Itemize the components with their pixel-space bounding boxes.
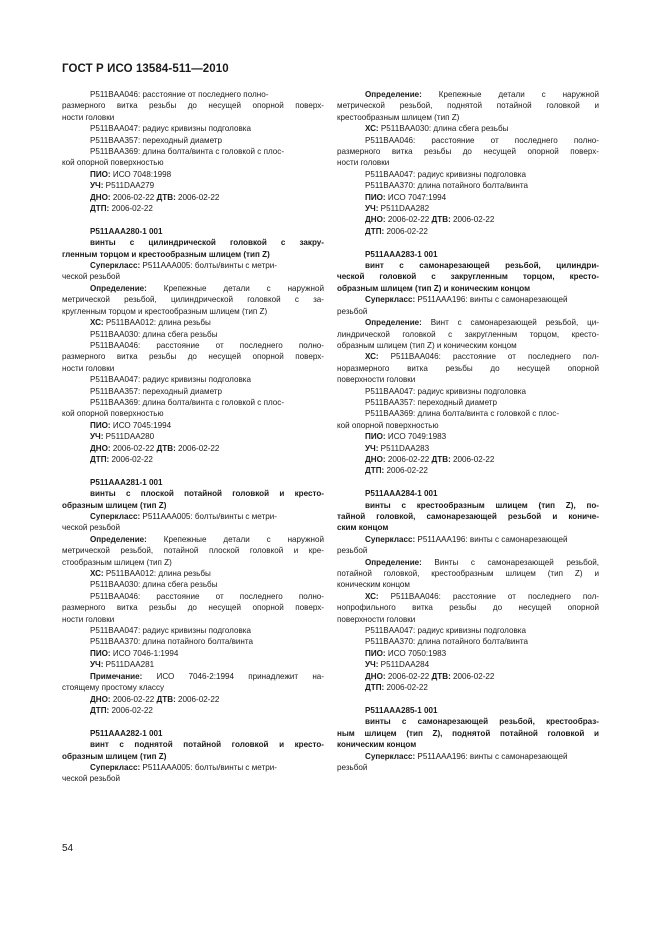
text-line bbox=[337, 568, 599, 579]
bold-text: ДТВ: bbox=[156, 192, 176, 202]
bold-text: ДТВ: bbox=[431, 454, 451, 464]
bold-text: тайной головкой, самонарезающей резьбой и кониче- bbox=[337, 512, 599, 521]
text-span: крестообразным шлицем (тип Z) bbox=[337, 112, 460, 122]
text-line bbox=[337, 716, 599, 727]
bold-text: ческой головкой с закругленным торцом, кресто- bbox=[337, 272, 599, 282]
text-span: 2006-02-22 bbox=[109, 454, 153, 464]
text-span: поверхности головки bbox=[337, 614, 416, 624]
text-span: P511BAA047: радиус кривизны подголовка bbox=[365, 626, 526, 636]
text-span: P511AAA005: болты/винты с метри- bbox=[140, 762, 277, 772]
text-line bbox=[337, 705, 599, 716]
text-line bbox=[337, 135, 599, 146]
text-line bbox=[337, 465, 599, 476]
text-span: кой опорной поверхностью bbox=[62, 158, 164, 168]
text-span: нопрофильного витка резьбы до несущей опорной bbox=[337, 603, 599, 613]
text-line bbox=[62, 180, 324, 191]
text-span: 2006-02-22 bbox=[175, 443, 220, 453]
text-line bbox=[337, 625, 599, 636]
bold-text: ДНО: bbox=[90, 192, 111, 202]
text-span: P511BAA047: радиус кривизны подголовка bbox=[365, 169, 526, 179]
text-span: ИСО 7045:1994 bbox=[110, 420, 172, 430]
text-line bbox=[337, 214, 599, 225]
text-line bbox=[62, 648, 324, 659]
bold-text: ДНО: bbox=[365, 454, 386, 464]
text-line bbox=[337, 249, 599, 260]
text-span: размерного витка резьбы до несущей опорной поверх- bbox=[62, 101, 324, 111]
text-span: 2006-02-22 bbox=[384, 466, 428, 476]
text-line bbox=[337, 534, 599, 545]
text-line bbox=[62, 488, 324, 499]
text-span: Крепежные детали с наружной bbox=[146, 534, 324, 544]
text-line bbox=[62, 728, 324, 739]
text-line bbox=[337, 146, 599, 157]
bold-text: винт с поднятой потайной головкой и кресто- bbox=[90, 740, 324, 750]
text-line bbox=[337, 294, 599, 305]
page-header: ГОСТ Р ИСО 13584-511—2010 bbox=[62, 63, 229, 75]
text-line bbox=[337, 89, 599, 100]
text-line bbox=[62, 773, 324, 784]
text-line bbox=[62, 89, 324, 100]
bold-text: ДТВ: bbox=[431, 215, 451, 225]
text-line bbox=[62, 226, 324, 237]
text-span: ности головки bbox=[62, 363, 115, 373]
bold-text: ДТП: bbox=[365, 683, 385, 693]
text-span: P511BAA369: длина болта/винта с головкой с плос- bbox=[365, 409, 560, 419]
bold-text: ХС: bbox=[365, 352, 379, 362]
bold-text: Определение: bbox=[365, 90, 422, 99]
text-line bbox=[62, 762, 324, 773]
text-span: ческой резьбой bbox=[62, 272, 121, 282]
text-line bbox=[62, 363, 324, 374]
text-line bbox=[337, 671, 599, 682]
text-line bbox=[337, 614, 599, 625]
paragraph-gap bbox=[62, 716, 324, 727]
text-span: P511BAA012: длина резьбы bbox=[103, 569, 211, 579]
paragraph-gap bbox=[62, 214, 324, 225]
text-line bbox=[62, 169, 324, 180]
text-line bbox=[62, 671, 324, 682]
bold-text: образным шлицем (тип Z) bbox=[62, 500, 167, 510]
text-span: Винт с самонарезающей резьбой, ци- bbox=[421, 318, 599, 328]
text-span: P511BAA046: расстояние от последнего пол- bbox=[378, 591, 599, 601]
bold-text: ДТП: bbox=[365, 466, 385, 476]
paragraph-gap bbox=[62, 465, 324, 476]
text-span: P511BAA357: переходный диаметр bbox=[365, 397, 498, 407]
text-line bbox=[62, 157, 324, 168]
bold-text: ДТП: bbox=[90, 705, 110, 715]
bold-text: Суперкласс: bbox=[365, 534, 416, 544]
bold-text: УЧ: bbox=[365, 204, 379, 214]
text-span: Винты с самонарезающей резьбой, bbox=[421, 557, 599, 567]
text-line bbox=[62, 682, 324, 693]
text-span: ческой резьбой bbox=[62, 523, 121, 533]
text-line bbox=[62, 283, 324, 294]
text-line bbox=[62, 522, 324, 533]
text-span: P511BAA370: длина потайного болта/винта bbox=[365, 637, 528, 647]
text-line bbox=[62, 625, 324, 636]
bold-text: ДНО: bbox=[90, 443, 111, 453]
text-line bbox=[62, 123, 324, 134]
text-line bbox=[337, 169, 599, 180]
text-line bbox=[337, 431, 599, 442]
text-line bbox=[62, 408, 324, 419]
text-span: ности головки bbox=[62, 614, 115, 624]
text-span: ности головки bbox=[337, 158, 390, 168]
text-line bbox=[337, 351, 599, 362]
left-column bbox=[62, 89, 324, 785]
text-span: P511AAA005: болты/винты с метри- bbox=[140, 512, 277, 521]
text-span: ИСО 7050:1983 bbox=[385, 648, 447, 658]
right-column bbox=[337, 89, 599, 773]
bold-text: винты с крестообразным шлицем (тип Z), по- bbox=[365, 500, 599, 510]
bold-text: ПИО: bbox=[90, 648, 111, 658]
text-span: коническим концом bbox=[337, 580, 410, 590]
text-line bbox=[337, 488, 599, 499]
text-line bbox=[337, 557, 599, 568]
bold-text: ХС: bbox=[365, 591, 379, 601]
text-span: P511BAA012: длина резьбы bbox=[103, 318, 211, 328]
bold-text: P511AAA283-1 001 bbox=[365, 249, 438, 259]
text-span: P511DAA282 bbox=[378, 204, 430, 214]
text-line bbox=[337, 443, 599, 454]
bold-text: образным шлицем (тип Z) и коническим концом bbox=[337, 283, 531, 293]
text-span: 2006-02-22 bbox=[450, 671, 495, 681]
text-span: 2006-02-22 bbox=[109, 705, 153, 715]
text-line bbox=[337, 397, 599, 408]
text-span: размерного витка резьбы до несущей опорной поверх- bbox=[62, 603, 324, 613]
text-line bbox=[337, 454, 599, 465]
bold-text: P511AAA281-1 001 bbox=[90, 477, 163, 487]
text-span: P511AAA005: болты/винты с метри- bbox=[140, 261, 277, 271]
text-span: Крепежные детали с наружной bbox=[146, 283, 324, 293]
text-line bbox=[62, 386, 324, 397]
text-span: размерного витка резьбы до несущей опорной поверх- bbox=[337, 147, 599, 157]
text-line bbox=[62, 112, 324, 123]
bold-text: ХС: bbox=[365, 124, 379, 134]
text-span: P511AAA196: винты с самонарезающей bbox=[415, 295, 568, 305]
text-span: 2006-02-22 bbox=[175, 192, 220, 202]
text-line bbox=[62, 340, 324, 351]
bold-text: ХС: bbox=[90, 318, 104, 328]
text-line bbox=[337, 579, 599, 590]
text-line bbox=[62, 420, 324, 431]
bold-text: коническим концом bbox=[337, 740, 417, 750]
bold-text: винт с самонарезающей резьбой, цилиндри- bbox=[365, 261, 599, 271]
bold-text: Примечание: bbox=[90, 671, 143, 681]
text-line bbox=[337, 500, 599, 511]
text-line bbox=[337, 112, 599, 123]
text-span: поверхности головки bbox=[337, 375, 416, 385]
text-span: 2006-02-22 bbox=[450, 215, 495, 225]
bold-text: винты с самонарезающей резьбой, крестообраз- bbox=[365, 717, 599, 727]
text-span: размерного витка резьбы до несущей опорной поверх- bbox=[62, 352, 324, 362]
bold-text: P511AAA282-1 001 bbox=[90, 728, 163, 738]
text-line bbox=[337, 157, 599, 168]
text-line bbox=[337, 340, 599, 351]
text-line bbox=[337, 602, 599, 613]
bold-text: Определение: bbox=[90, 534, 147, 544]
bold-text: ДНО: bbox=[365, 671, 386, 681]
text-line bbox=[62, 534, 324, 545]
bold-text: ским концом bbox=[337, 523, 389, 533]
text-span: P511BAA030: длина сбега резьбы bbox=[90, 329, 218, 339]
text-span: P511AAA196: винты с самонарезающей bbox=[415, 751, 568, 761]
bold-text: P511AAA280-1 001 bbox=[90, 226, 163, 236]
text-span: ИСО 7046-1:1994 bbox=[110, 648, 179, 658]
text-line bbox=[62, 454, 324, 465]
text-span: P511BAA047: радиус кривизны подголовка bbox=[90, 124, 251, 134]
text-span: Крепежные детали с наружной bbox=[421, 90, 599, 99]
text-span: 2006-02-22 bbox=[110, 192, 157, 202]
bold-text: ПИО: bbox=[365, 432, 386, 442]
text-span: стообразным шлицем (тип Z) bbox=[62, 557, 172, 567]
text-span: P511DAA281 bbox=[103, 660, 155, 670]
text-line bbox=[337, 762, 599, 773]
text-span: 2006-02-22 bbox=[109, 204, 153, 214]
bold-text: Суперкласс: bbox=[90, 512, 141, 521]
text-line bbox=[337, 420, 599, 431]
text-line bbox=[62, 135, 324, 146]
bold-text: ПИО: bbox=[365, 648, 386, 658]
text-line bbox=[62, 636, 324, 647]
text-span: 2006-02-22 bbox=[385, 671, 432, 681]
bold-text: ДТП: bbox=[90, 454, 110, 464]
text-line bbox=[337, 271, 599, 282]
text-span: P511BAA369: длина болта/винта с головкой с плос- bbox=[90, 397, 285, 407]
text-line bbox=[62, 545, 324, 556]
text-line bbox=[337, 363, 599, 374]
text-line bbox=[62, 260, 324, 271]
text-line bbox=[62, 146, 324, 157]
text-line bbox=[62, 511, 324, 522]
text-span: P511DAA283 bbox=[378, 443, 430, 453]
text-line bbox=[62, 477, 324, 488]
bold-text: Суперкласс: bbox=[90, 762, 141, 772]
text-line bbox=[62, 568, 324, 579]
bold-text: винты с цилиндрической головкой с закру- bbox=[90, 238, 324, 248]
text-span: метрической резьбой, цилиндрической головкой с за- bbox=[62, 295, 324, 305]
bold-text: Определение: bbox=[365, 318, 422, 328]
text-span: резьбой bbox=[337, 306, 368, 316]
text-line bbox=[62, 317, 324, 328]
bold-text: ДТВ: bbox=[156, 694, 176, 704]
text-line bbox=[337, 511, 599, 522]
text-span: 2006-02-22 bbox=[384, 683, 428, 693]
text-line bbox=[62, 203, 324, 214]
bold-text: P511AAA285-1 001 bbox=[365, 705, 438, 715]
text-line bbox=[337, 283, 599, 294]
text-span: 2006-02-22 bbox=[450, 454, 495, 464]
text-line bbox=[62, 294, 324, 305]
bold-text: образным шлицем (тип Z) bbox=[62, 751, 167, 761]
text-span: P511BAA046: расстояние от последнего полно- bbox=[90, 90, 269, 99]
text-span: P511BAA369: длина болта/винта с головкой с плос- bbox=[90, 147, 285, 157]
text-span: 2006-02-22 bbox=[385, 454, 432, 464]
bold-text: ПИО: bbox=[365, 192, 386, 202]
text-span: P511BAA046: расстояние от последнего пол- bbox=[378, 352, 599, 362]
text-span: кругленным торцом и крестообразным шлицем (тип Z) bbox=[62, 306, 268, 316]
text-line bbox=[62, 500, 324, 511]
text-span: линдрической головкой с закругленным торцом, кресто- bbox=[337, 329, 599, 339]
text-line bbox=[62, 614, 324, 625]
bold-text: гленным торцом и крестообразным шлицем (тип Z) bbox=[62, 249, 270, 259]
bold-text: ДТП: bbox=[90, 204, 110, 214]
text-span: норазмерного витка резьбы до несущей опорной bbox=[337, 363, 599, 373]
text-line bbox=[62, 374, 324, 385]
text-span: P511BAA030: длина сбега резьбы bbox=[378, 124, 509, 134]
text-span: 2006-02-22 bbox=[385, 215, 432, 225]
text-line bbox=[62, 557, 324, 568]
text-line bbox=[62, 591, 324, 602]
text-span: кой опорной поверхностью bbox=[62, 409, 164, 419]
text-line bbox=[337, 374, 599, 385]
text-line bbox=[62, 351, 324, 362]
paragraph-gap bbox=[337, 237, 599, 248]
text-line bbox=[337, 659, 599, 670]
text-span: резьбой bbox=[337, 762, 368, 772]
text-span: ИСО 7047:1994 bbox=[385, 192, 447, 202]
bold-text: УЧ: bbox=[365, 660, 379, 670]
text-line bbox=[337, 522, 599, 533]
text-line bbox=[62, 751, 324, 762]
text-span: потайной головкой, крестообразным шлицем (тип Z) и bbox=[337, 569, 599, 579]
text-line bbox=[337, 100, 599, 111]
text-line bbox=[62, 431, 324, 442]
text-line bbox=[62, 192, 324, 203]
text-line bbox=[337, 192, 599, 203]
text-span: ческой резьбой bbox=[62, 774, 121, 784]
text-line bbox=[62, 100, 324, 111]
text-line bbox=[337, 682, 599, 693]
text-span: P511BAA046: расстояние от последнего полно- bbox=[90, 340, 324, 350]
text-line bbox=[62, 602, 324, 613]
text-span: ИСО 7048:1998 bbox=[110, 169, 172, 179]
text-line bbox=[62, 306, 324, 317]
bold-text: ДТП: bbox=[365, 226, 385, 236]
text-line bbox=[62, 705, 324, 716]
text-line bbox=[62, 397, 324, 408]
text-line bbox=[62, 579, 324, 590]
text-line bbox=[62, 694, 324, 705]
text-line bbox=[337, 739, 599, 750]
text-line bbox=[337, 408, 599, 419]
text-span: P511BAA370: длина потайного болта/винта bbox=[90, 637, 253, 647]
text-span: P511BAA047: радиус кривизны подголовка bbox=[90, 626, 251, 636]
bold-text: ДТВ: bbox=[156, 443, 176, 453]
bold-text: ДНО: bbox=[90, 694, 111, 704]
text-span: 2006-02-22 bbox=[110, 443, 157, 453]
text-span: ности головки bbox=[62, 112, 115, 122]
text-span: 2006-02-22 bbox=[384, 226, 428, 236]
bold-text: ным шлицем (тип Z), поднятой потайной головкой и bbox=[337, 728, 599, 738]
bold-text: Определение: bbox=[365, 557, 422, 567]
text-line bbox=[62, 659, 324, 670]
text-span: 2006-02-22 bbox=[110, 694, 157, 704]
bold-text: ДТВ: bbox=[431, 671, 451, 681]
text-span: P511BAA030: длина сбега резьбы bbox=[90, 580, 218, 590]
text-span: P511BAA046: расстояние от последнего полно- bbox=[90, 591, 324, 601]
text-line bbox=[62, 237, 324, 248]
bold-text: УЧ: bbox=[90, 181, 104, 191]
text-line bbox=[337, 648, 599, 659]
bold-text: УЧ: bbox=[90, 432, 104, 442]
text-span: P511BAA370: длина потайного болта/винта bbox=[365, 181, 528, 191]
text-line bbox=[337, 636, 599, 647]
text-span: P511BAA046: расстояние от последнего полно- bbox=[365, 135, 599, 145]
text-span: образным шлицем (тип Z) и коническим концом bbox=[337, 340, 517, 350]
text-line bbox=[337, 180, 599, 191]
bold-text: УЧ: bbox=[365, 443, 379, 453]
text-line bbox=[62, 443, 324, 454]
text-span: P511DAA284 bbox=[378, 660, 430, 670]
paragraph-gap bbox=[337, 477, 599, 488]
text-line bbox=[337, 226, 599, 237]
bold-text: УЧ: bbox=[90, 660, 104, 670]
text-span: P511BAA357: переходный диаметр bbox=[90, 135, 223, 145]
text-line bbox=[337, 317, 599, 328]
text-span: ИСО 7046-2:1994 принадлежит на- bbox=[142, 671, 324, 681]
text-span: стоящему простому классу bbox=[62, 683, 165, 693]
text-line bbox=[62, 739, 324, 750]
text-line bbox=[337, 728, 599, 739]
text-span: P511BAA047: радиус кривизны подголовка bbox=[365, 386, 526, 396]
bold-text: Определение: bbox=[90, 283, 147, 293]
text-line bbox=[337, 386, 599, 397]
text-line bbox=[337, 203, 599, 214]
bold-text: ПИО: bbox=[90, 420, 111, 430]
text-span: 2006-02-22 bbox=[175, 694, 220, 704]
text-line bbox=[337, 306, 599, 317]
text-line bbox=[337, 123, 599, 134]
text-span: P511DAA280 bbox=[103, 432, 155, 442]
text-line bbox=[337, 260, 599, 271]
text-span: P511DAA279 bbox=[103, 181, 155, 191]
text-line bbox=[337, 329, 599, 340]
text-span: P511AAA196: винты с самонарезающей bbox=[415, 534, 568, 544]
bold-text: P511AAA284-1 001 bbox=[365, 489, 438, 499]
bold-text: Суперкласс: bbox=[90, 261, 141, 271]
bold-text: Суперкласс: bbox=[365, 295, 416, 305]
text-line bbox=[337, 751, 599, 762]
bold-text: Суперкласс: bbox=[365, 751, 416, 761]
text-line bbox=[337, 591, 599, 602]
text-span: кой опорной поверхностью bbox=[337, 420, 439, 430]
text-line bbox=[62, 249, 324, 260]
bold-text: винты с плоской потайной головкой и кресто- bbox=[90, 489, 324, 499]
text-span: метрической резьбой, потайной плоской головкой и кре- bbox=[62, 546, 324, 556]
paragraph-gap bbox=[337, 694, 599, 705]
page-number: 54 bbox=[62, 843, 74, 854]
text-span: резьбой bbox=[337, 546, 368, 556]
text-span: метрической резьбой, поднятой потайной головкой и bbox=[337, 101, 599, 111]
bold-text: ПИО: bbox=[90, 169, 111, 179]
text-span: P511BAA357: переходный диаметр bbox=[90, 386, 223, 396]
text-line bbox=[62, 271, 324, 282]
text-line bbox=[337, 545, 599, 556]
text-span: ИСО 7049:1983 bbox=[385, 432, 447, 442]
text-span: P511BAA047: радиус кривизны подголовка bbox=[90, 375, 251, 385]
bold-text: ДНО: bbox=[365, 215, 386, 225]
bold-text: ХС: bbox=[90, 569, 104, 579]
text-line bbox=[62, 329, 324, 340]
